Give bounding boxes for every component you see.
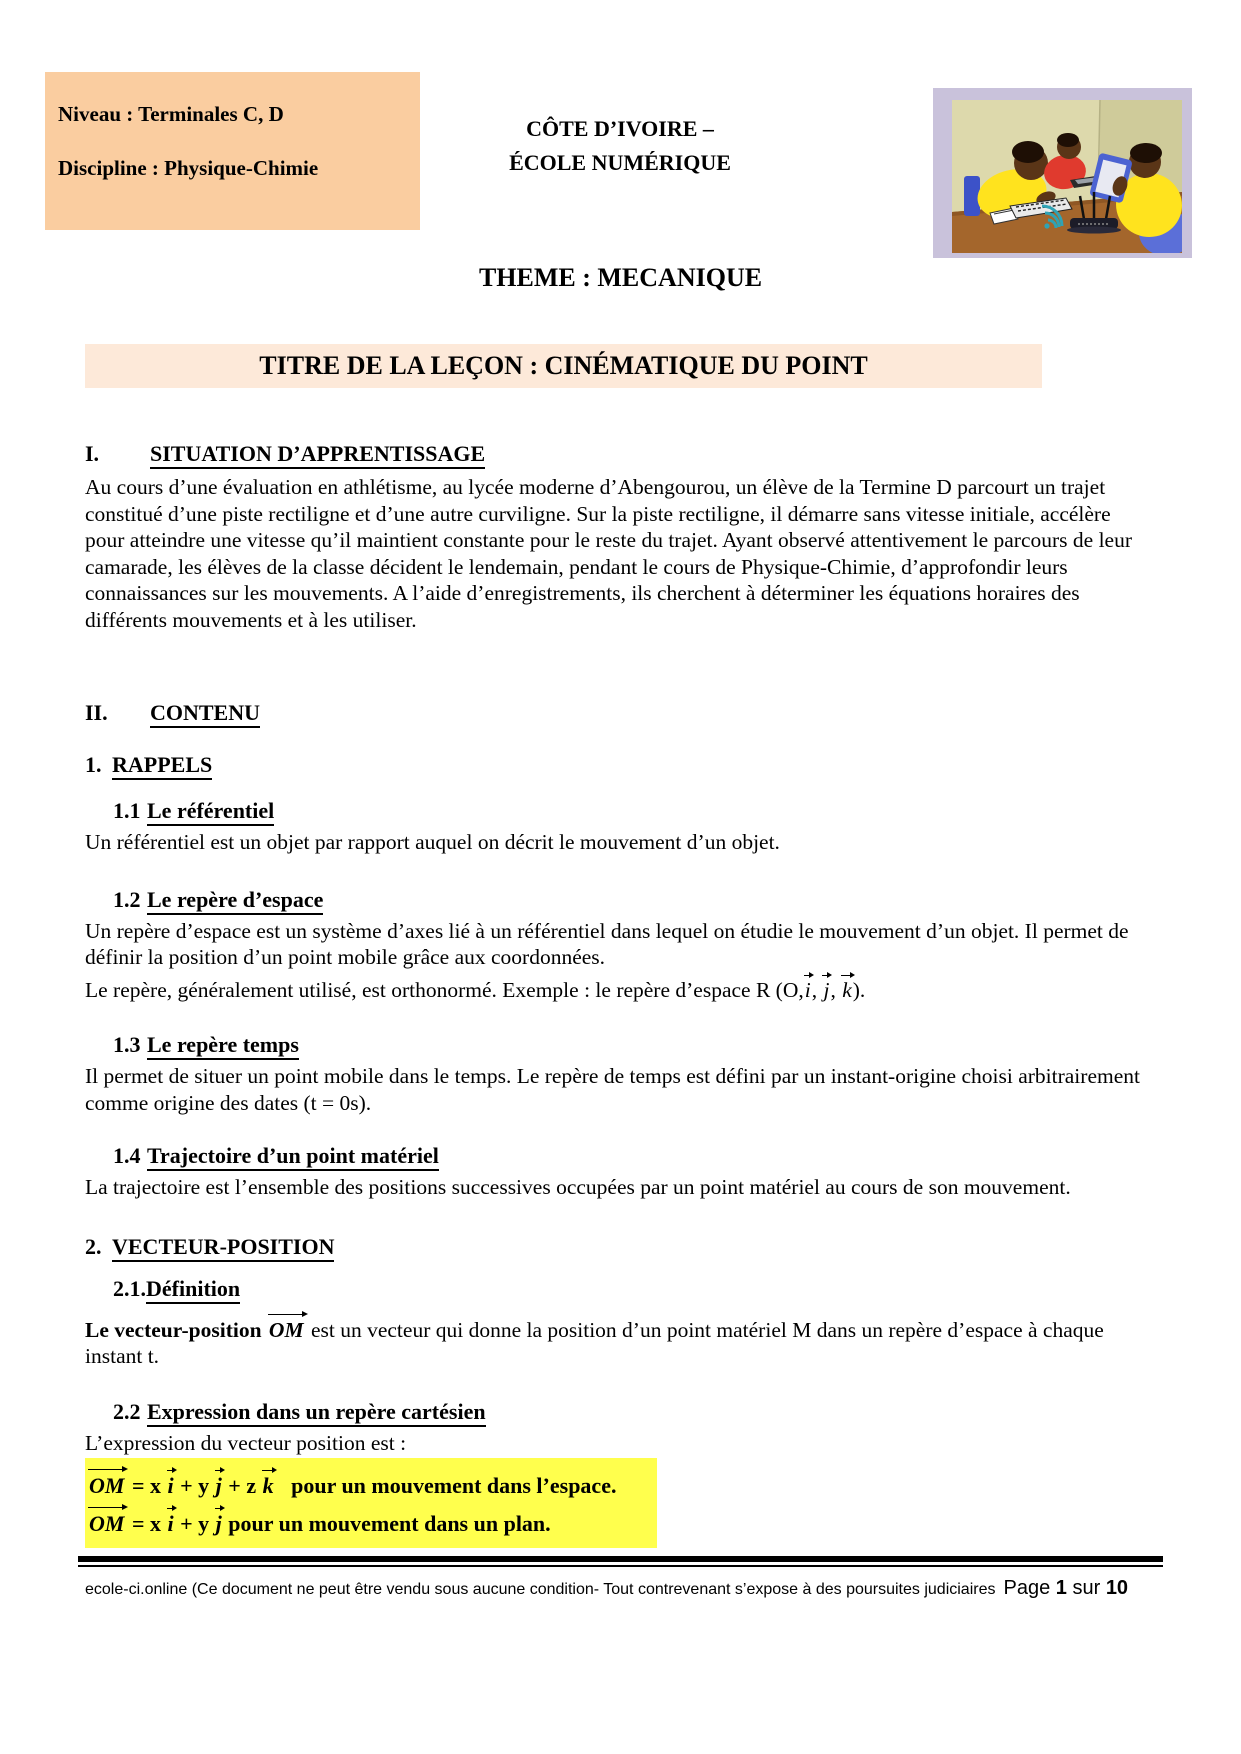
heading-1-3 <box>113 1031 1155 1059</box>
paragraph-1-2: Un repère d’espace est un système d’axes lié à un référentiel dans lequel on étudie le mouvement d’un objet. Il permet de définir la position d’un point mobile grâce aux coordonnées. <box>85 918 1129 969</box>
level-discipline-box <box>45 72 420 230</box>
definition-lead: Le vecteur-position <box>85 1317 267 1342</box>
paragraph-1-4: La trajectoire est l’ensemble des positions successives occupées par un point matériel au cours de son mouvement. <box>85 1175 1071 1199</box>
paragraph-1-3: Il permet de situer un point mobile dans le temps. Le repère de temps est défini par un instant-origine choisi arbitrairement comme origine des dates (t = 0s). <box>85 1064 1140 1115</box>
theme-title: THEME : MECANIQUE <box>478 263 763 292</box>
vector-om: OM <box>89 1511 125 1536</box>
vecteur-position-title: VECTEUR-POSITION <box>112 1234 334 1262</box>
note-sep2: , <box>830 977 842 1002</box>
heading-1-4-number: 1.4 <box>113 1143 141 1168</box>
section-2-number: II. <box>85 700 108 725</box>
heading-1-2 <box>113 886 1155 914</box>
heading-2-2-title: Expression dans un repère cartésien <box>147 1399 486 1427</box>
heading-1-2-number: 1.2 <box>113 886 141 912</box>
vector-i: i <box>804 977 811 1002</box>
formula-text: + z <box>222 1473 262 1498</box>
vector-i: i <box>167 1511 174 1536</box>
discipline-label: Discipline : Physique-Chimie <box>58 156 319 180</box>
heading-1-1-number: 1.1 <box>113 798 141 823</box>
section-2-heading <box>85 699 1155 727</box>
students-computers-illustration <box>933 88 1192 258</box>
heading-1-3-title: Le repère temps <box>147 1032 299 1060</box>
definition-rest: est un vecteur qui donne la position d’un point matériel M dans un repère d’espace à chaque instant t. <box>85 1317 1104 1368</box>
rappels-title: RAPPELS <box>112 752 212 780</box>
formula-text: pour un mouvement dans un plan. <box>222 1511 551 1536</box>
page-header <box>0 0 1241 232</box>
page-number: 1 <box>1055 1577 1067 1599</box>
paragraph-2-1 <box>85 1311 1155 1370</box>
page-footer <box>85 1577 1155 1600</box>
formula-space <box>87 1462 657 1500</box>
vecteur-position-heading <box>85 1233 1155 1261</box>
heading-2-1 <box>113 1275 1155 1303</box>
note-text: Le repère, généralement utilisé, est orthonormé. Exemple : le repère d’espace R (O, <box>85 977 804 1002</box>
paragraph-1-2-note <box>85 977 1155 1004</box>
classroom-clipart <box>952 100 1182 253</box>
rappels-heading <box>85 751 1155 779</box>
expression-intro: L’expression du vecteur position est : <box>85 1430 407 1455</box>
formula-text: = x <box>126 1511 167 1536</box>
formula-text: + y <box>174 1511 215 1536</box>
vector-j: j <box>215 1511 222 1536</box>
page-indicator <box>1003 1577 1128 1600</box>
page-total: 10 <box>1105 1577 1129 1599</box>
organization-title <box>400 112 840 180</box>
chair-left <box>964 176 980 216</box>
section-1-number: I. <box>85 441 100 466</box>
formula-text: = x <box>126 1473 167 1498</box>
vector-j: j <box>215 1473 222 1498</box>
heading-1-1 <box>113 797 1155 825</box>
vector-k: k <box>842 977 852 1002</box>
section-1-paragraph: Au cours d’une évaluation en athlétisme, au lycée moderne d’Abengourou, un élève de la Termine D parcourt un trajet constitué d’une piste rectiligne et d’une autre curviligne. Sur la piste rectiligne, il démarre sans vitesse initiale, accélère pour atteindre une vitesse qu’il maintient constante pour le reste du trajet. Ayant observé attentivement le parcours de leur camarade, les élèves de la classe décident le lendemain, pendant le cours de Physique-Chimie, d’approfondir leurs connaissances sur les mouvements. A l’aide d’enregistrements, ils cherchent à déterminer les équations horaires des différents mouvements et à les utiliser. <box>85 475 1132 632</box>
formula-text: pour un mouvement dans l’espace. <box>274 1473 617 1498</box>
note-end: ). <box>852 977 866 1002</box>
vector-k: k <box>262 1473 274 1498</box>
heading-2-2-number: 2.2 <box>113 1398 141 1424</box>
vector-i: i <box>167 1473 174 1498</box>
section-1-heading <box>85 440 1155 468</box>
note-sep1: , <box>811 977 823 1002</box>
heading-1-3-number: 1.3 <box>113 1032 141 1057</box>
organization-title-line1: CÔTE D’IVOIRE – <box>526 116 714 141</box>
vector-om: OM <box>89 1473 125 1498</box>
paragraph-1-1: Un référentiel est un objet par rapport auquel on décrit le mouvement d’un objet. <box>85 830 780 854</box>
highlighted-formula-block <box>85 1458 657 1548</box>
organization-title-line2: ÉCOLE NUMÉRIQUE <box>509 150 731 175</box>
formula-text: + y <box>174 1473 215 1498</box>
rappels-number: 1. <box>85 752 102 777</box>
heading-2-1-number: 2.1. <box>113 1275 146 1301</box>
heading-2-1-title: Définition <box>146 1276 240 1304</box>
page-content <box>0 344 1241 1548</box>
vector-om: OM <box>268 1317 304 1342</box>
sur-word: sur <box>1072 1577 1101 1599</box>
vecteur-position-number: 2. <box>85 1233 102 1259</box>
formula-plan <box>87 1500 657 1538</box>
footer-divider <box>78 1556 1163 1567</box>
lesson-title-banner: TITRE DE LA LEÇON : CINÉMATIQUE DU POINT <box>85 344 1042 388</box>
heading-1-4 <box>113 1142 1155 1170</box>
page-word: Page <box>1003 1577 1051 1599</box>
heading-1-4-title: Trajectoire d’un point matériel <box>147 1143 439 1171</box>
vector-j: j <box>823 977 830 1002</box>
section-1-title: SITUATION D’APPRENTISSAGE <box>150 441 485 469</box>
niveau-label: Niveau : Terminales C, D <box>58 102 284 126</box>
footer-disclaimer: ecole-ci.online (Ce document ne peut être vendu sous aucune condition- Tout contrevenant s’expose à des poursuites judiciaires <box>85 1581 996 1598</box>
heading-2-2 <box>113 1398 1155 1426</box>
heading-1-2-title: Le repère d’espace <box>147 887 323 915</box>
heading-1-1-title: Le référentiel <box>147 798 274 826</box>
section-2-title: CONTENU <box>150 700 260 728</box>
